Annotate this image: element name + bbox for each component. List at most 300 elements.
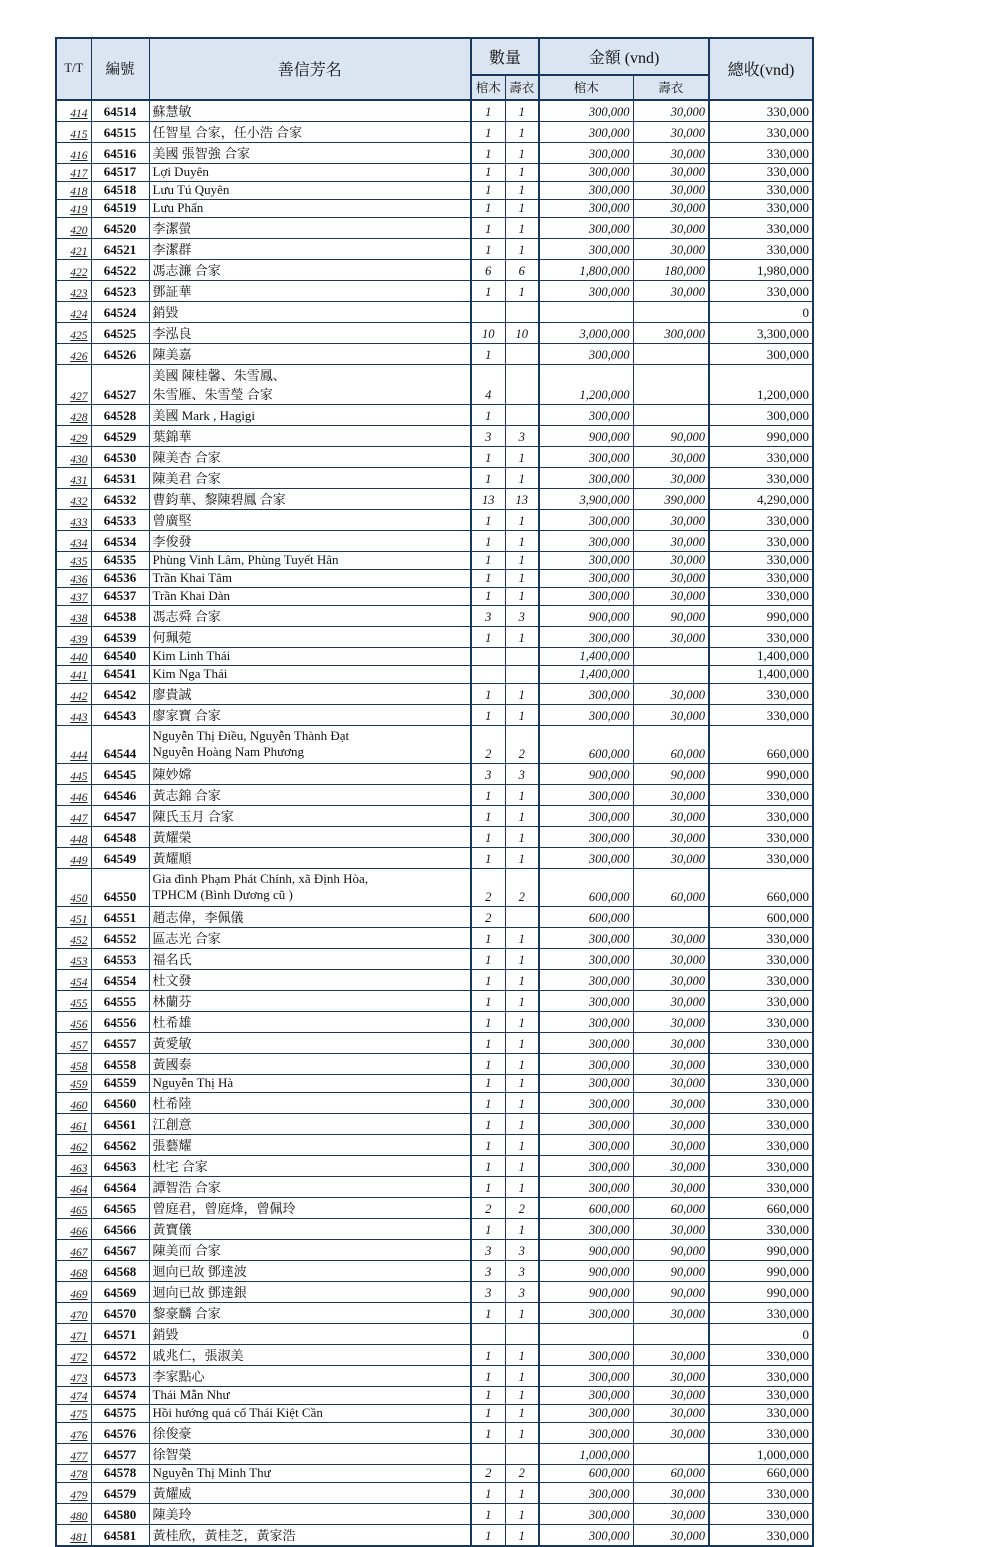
total-cell: 600,000 [709,907,813,928]
table-row [56,705,813,726]
shroud-qty-cell: 1 [505,1093,539,1114]
shroud-amount-cell: 30,000 [633,1387,709,1405]
donor-name-cell: 黃耀順 [149,848,471,869]
donor-name-cell: 葉錦華 [149,426,471,447]
donor-name-line1: Nguyễn Thị Điều, Nguyễn Thành Đạt [152,728,350,743]
table-row [56,1282,813,1303]
shroud-amount-cell: 30,000 [633,1504,709,1525]
donor-name-line1: 美國 陳桂馨、朱雪鳳、 [152,368,286,383]
donor-name-cell: 陳美玲 [149,1504,471,1525]
donor-name-cell: 黃耀榮 [149,827,471,848]
shroud-qty-cell: 1 [505,928,539,949]
entry-code-cell: 64552 [91,928,149,949]
entry-code-cell: 64577 [91,1444,149,1465]
total-cell: 330,000 [709,552,813,570]
shroud-amount-cell: 30,000 [633,827,709,848]
coffin-qty-cell: 1 [471,1135,505,1156]
total-cell: 330,000 [709,200,813,218]
donor-name-cell: 陳美而 合家 [149,1240,471,1261]
shroud-amount-cell: 30,000 [633,1345,709,1366]
shroud-qty-cell: 2 [505,1465,539,1483]
row-index-cell: 480 [56,1504,91,1525]
entry-code-cell: 64533 [91,510,149,531]
shroud-amount-cell: 30,000 [633,1054,709,1075]
shroud-qty-cell: 1 [505,552,539,570]
entry-code-cell: 64526 [91,344,149,365]
coffin-qty-cell: 1 [471,705,505,726]
coffin-amount-cell: 300,000 [539,200,633,218]
table-row [56,949,813,970]
table-row [56,1135,813,1156]
coffin-amount-cell: 300,000 [539,949,633,970]
total-cell: 0 [709,302,813,323]
coffin-qty-cell: 1 [471,182,505,200]
coffin-qty-cell: 1 [471,806,505,827]
donor-name-cell: 黎豪麟 合家 [149,1303,471,1324]
row-index-cell: 439 [56,627,91,648]
donor-name-cell: Thái Mẫn Như [149,1387,471,1405]
table-row [56,928,813,949]
shroud-qty-cell [505,1444,539,1465]
total-cell: 330,000 [709,122,813,143]
shroud-amount-cell: 30,000 [633,1219,709,1240]
row-index-cell: 419 [56,200,91,218]
table-row [56,1405,813,1423]
entry-code-cell: 64554 [91,970,149,991]
row-index-cell: 465 [56,1198,91,1219]
donor-name-cell: 馮志濂 合家 [149,260,471,281]
entry-code-cell: 64576 [91,1423,149,1444]
coffin-amount-cell: 300,000 [539,1345,633,1366]
coffin-qty-cell: 1 [471,164,505,182]
row-index-cell: 469 [56,1282,91,1303]
coffin-qty-cell: 1 [471,1345,505,1366]
coffin-amount-cell: 300,000 [539,1054,633,1075]
shroud-qty-cell: 2 [505,1198,539,1219]
total-cell: 1,200,000 [709,365,813,405]
entry-code-cell: 64518 [91,182,149,200]
coffin-amount-cell: 600,000 [539,1198,633,1219]
shroud-amount-cell: 30,000 [633,143,709,164]
coffin-amount-cell: 300,000 [539,143,633,164]
shroud-qty-cell: 3 [505,764,539,785]
row-index-cell: 468 [56,1261,91,1282]
row-index-cell: 417 [56,164,91,182]
coffin-amount-cell: 300,000 [539,827,633,848]
total-cell: 330,000 [709,588,813,606]
donor-name-cell: 美國 張智強 合家 [149,143,471,164]
donor-name-cell: 張藝耀 [149,1135,471,1156]
shroud-amount-cell [633,1324,709,1345]
coffin-qty-cell: 1 [471,949,505,970]
total-cell: 990,000 [709,1282,813,1303]
coffin-amount-cell: 300,000 [539,468,633,489]
donor-name-cell: 杜文發 [149,970,471,991]
donor-name-cell: Phùng Vinh Lâm, Phùng Tuyết Hân [149,552,471,570]
shroud-amount-cell: 30,000 [633,100,709,122]
shroud-amount-cell [633,1444,709,1465]
row-index-cell: 458 [56,1054,91,1075]
shroud-amount-cell: 30,000 [633,1303,709,1324]
row-index-cell: 477 [56,1444,91,1465]
entry-code-cell: 64571 [91,1324,149,1345]
entry-code-cell: 64529 [91,426,149,447]
table-row [56,182,813,200]
header-tt: T/T [56,38,91,100]
row-index-cell: 459 [56,1075,91,1093]
shroud-qty-cell: 1 [505,1114,539,1135]
shroud-amount-cell: 60,000 [633,1465,709,1483]
coffin-qty-cell: 1 [471,1504,505,1525]
entry-code-cell: 64581 [91,1525,149,1547]
header-quantity: 數量 [471,38,539,75]
shroud-qty-cell: 1 [505,848,539,869]
coffin-qty-cell: 1 [471,1405,505,1423]
donor-name-cell: 杜希陸 [149,1093,471,1114]
coffin-amount-cell: 300,000 [539,1366,633,1387]
entry-code-cell: 64579 [91,1483,149,1504]
table-row [56,1012,813,1033]
table-row [56,869,813,907]
shroud-amount-cell: 30,000 [633,1177,709,1198]
table-row [56,281,813,302]
donor-name-cell: Lưu Phấn [149,200,471,218]
shroud-amount-cell: 30,000 [633,705,709,726]
shroud-amount-cell: 30,000 [633,122,709,143]
shroud-qty-cell [505,648,539,666]
entry-code-cell: 64523 [91,281,149,302]
shroud-amount-cell: 90,000 [633,1282,709,1303]
header-coffin-qty: 棺木 [471,75,505,100]
shroud-qty-cell: 1 [505,1012,539,1033]
entry-code-cell: 64539 [91,627,149,648]
coffin-amount-cell: 300,000 [539,100,633,122]
table-row [56,552,813,570]
shroud-qty-cell [505,344,539,365]
table-row [56,907,813,928]
donor-name-cell: 李潔群 [149,239,471,260]
donor-name-cell: Nguyễn Thị Minh Thư [149,1465,471,1483]
table-row [56,200,813,218]
donor-name-cell: 廖家寶 合家 [149,705,471,726]
coffin-qty-cell [471,1324,505,1345]
coffin-amount-cell: 300,000 [539,122,633,143]
entry-code-cell: 64536 [91,570,149,588]
donor-name-cell: 徐智榮 [149,1444,471,1465]
shroud-amount-cell [633,648,709,666]
coffin-amount-cell: 300,000 [539,1177,633,1198]
shroud-qty-cell: 1 [505,447,539,468]
header-coffin-amount: 棺木 [539,75,633,100]
shroud-qty-cell: 1 [505,991,539,1012]
entry-code-cell: 64534 [91,531,149,552]
row-index-cell: 479 [56,1483,91,1504]
entry-code-cell: 64573 [91,1366,149,1387]
donor-name-cell: 銷毀 [149,302,471,323]
table-row [56,1483,813,1504]
table-row [56,447,813,468]
donor-name-cell: 何珮菀 [149,627,471,648]
row-index-cell: 461 [56,1114,91,1135]
shroud-qty-cell [505,302,539,323]
entry-code-cell: 64562 [91,1135,149,1156]
shroud-amount-cell [633,302,709,323]
donor-name-cell: 李泓良 [149,323,471,344]
shroud-qty-cell: 1 [505,143,539,164]
coffin-amount-cell: 300,000 [539,1423,633,1444]
shroud-amount-cell: 30,000 [633,1423,709,1444]
table-row [56,122,813,143]
table-row [56,1054,813,1075]
entry-code-cell: 64522 [91,260,149,281]
coffin-qty-cell: 3 [471,1282,505,1303]
total-cell: 330,000 [709,281,813,302]
row-index-cell: 455 [56,991,91,1012]
donor-name-cell: 杜希雄 [149,1012,471,1033]
donor-name-cell: 黃寶儀 [149,1219,471,1240]
total-cell: 330,000 [709,949,813,970]
total-cell: 330,000 [709,1012,813,1033]
donor-name-cell: 陳妙嫦 [149,764,471,785]
total-cell: 330,000 [709,100,813,122]
row-index-cell: 430 [56,447,91,468]
coffin-qty-cell: 1 [471,1303,505,1324]
row-index-cell: 478 [56,1465,91,1483]
coffin-qty-cell: 1 [471,1423,505,1444]
shroud-qty-cell: 1 [505,218,539,239]
total-cell: 330,000 [709,1177,813,1198]
coffin-amount-cell: 1,400,000 [539,666,633,684]
row-index-cell: 420 [56,218,91,239]
coffin-qty-cell: 4 [471,365,505,405]
entry-code-cell: 64553 [91,949,149,970]
donor-name-cell: 陳美嘉 [149,344,471,365]
shroud-qty-cell: 1 [505,164,539,182]
donor-name-cell: 黃愛敏 [149,1033,471,1054]
entry-code-cell: 64563 [91,1156,149,1177]
total-cell: 330,000 [709,1114,813,1135]
shroud-amount-cell: 30,000 [633,627,709,648]
shroud-amount-cell: 30,000 [633,970,709,991]
shroud-amount-cell: 30,000 [633,928,709,949]
shroud-qty-cell [505,666,539,684]
row-index-cell: 451 [56,907,91,928]
coffin-qty-cell: 3 [471,1261,505,1282]
entry-code-cell: 64531 [91,468,149,489]
donor-name-cell: 曹鈞華、黎陳碧鳳 合家 [149,489,471,510]
shroud-qty-cell: 1 [505,949,539,970]
donor-name-cell: 江創意 [149,1114,471,1135]
entry-code-cell: 64549 [91,848,149,869]
coffin-qty-cell [471,1444,505,1465]
coffin-qty-cell: 1 [471,510,505,531]
shroud-qty-cell: 6 [505,260,539,281]
entry-code-cell: 64521 [91,239,149,260]
table-row [56,260,813,281]
coffin-amount-cell: 300,000 [539,1219,633,1240]
entry-code-cell: 64514 [91,100,149,122]
table-row [56,1423,813,1444]
entry-code-cell: 64538 [91,606,149,627]
coffin-amount-cell: 600,000 [539,907,633,928]
shroud-qty-cell: 1 [505,785,539,806]
coffin-amount-cell: 300,000 [539,218,633,239]
table-row [56,785,813,806]
shroud-qty-cell: 13 [505,489,539,510]
coffin-amount-cell: 300,000 [539,1156,633,1177]
donor-name-cell: 任智星 合家，任小浩 合家 [149,122,471,143]
coffin-qty-cell: 6 [471,260,505,281]
shroud-amount-cell: 30,000 [633,1093,709,1114]
coffin-qty-cell: 2 [471,907,505,928]
donor-name-cell: 黃耀威 [149,1483,471,1504]
shroud-qty-cell: 1 [505,970,539,991]
coffin-qty-cell: 1 [471,1525,505,1547]
coffin-amount-cell: 300,000 [539,1012,633,1033]
coffin-amount-cell: 300,000 [539,405,633,426]
row-index-cell: 462 [56,1135,91,1156]
total-cell: 330,000 [709,1303,813,1324]
total-cell: 330,000 [709,1366,813,1387]
coffin-qty-cell: 1 [471,827,505,848]
entry-code-cell: 64566 [91,1219,149,1240]
row-index-cell: 457 [56,1033,91,1054]
table-row [56,764,813,785]
table-row [56,827,813,848]
row-index-cell: 445 [56,764,91,785]
shroud-qty-cell: 1 [505,1303,539,1324]
row-index-cell: 434 [56,531,91,552]
shroud-qty-cell: 1 [505,1387,539,1405]
donor-name-cell: 陳氏玉月 合家 [149,806,471,827]
table-row [56,648,813,666]
coffin-qty-cell: 3 [471,606,505,627]
row-index-cell: 471 [56,1324,91,1345]
total-cell: 330,000 [709,239,813,260]
shroud-qty-cell: 1 [505,588,539,606]
coffin-amount-cell: 300,000 [539,627,633,648]
coffin-qty-cell: 1 [471,1483,505,1504]
coffin-amount-cell [539,1324,633,1345]
shroud-amount-cell: 30,000 [633,468,709,489]
coffin-amount-cell: 3,900,000 [539,489,633,510]
table-row [56,1156,813,1177]
table-row [56,1240,813,1261]
donor-name-cell: Lợi Duyên [149,164,471,182]
donor-name-cell: Kim Linh Thái [149,648,471,666]
shroud-amount-cell: 30,000 [633,1135,709,1156]
donor-name-cell: 迴向已故 鄧達銀 [149,1282,471,1303]
entry-code-cell: 64572 [91,1345,149,1366]
donor-name-cell: 銷毀 [149,1324,471,1345]
shroud-qty-cell: 1 [505,1156,539,1177]
coffin-amount-cell: 300,000 [539,531,633,552]
shroud-amount-cell: 300,000 [633,323,709,344]
donor-name-cell: 曾庭君，曾庭烽，曾佩玲 [149,1198,471,1219]
entry-code-cell: 64530 [91,447,149,468]
row-index-cell: 416 [56,143,91,164]
coffin-qty-cell: 1 [471,991,505,1012]
coffin-qty-cell: 1 [471,1054,505,1075]
donor-name-cell: Hồi hướng quá cố Thái Kiệt Cần [149,1405,471,1423]
shroud-qty-cell: 1 [505,122,539,143]
coffin-amount-cell: 300,000 [539,705,633,726]
total-cell: 0 [709,1324,813,1345]
table-row [56,510,813,531]
header-shroud-amount: 壽衣 [633,75,709,100]
coffin-amount-cell: 1,400,000 [539,648,633,666]
row-index-cell: 464 [56,1177,91,1198]
total-cell: 330,000 [709,468,813,489]
shroud-amount-cell [633,365,709,405]
donor-name-cell: 徐俊豪 [149,1423,471,1444]
table-row [56,531,813,552]
coffin-qty-cell: 1 [471,970,505,991]
table-row [56,143,813,164]
total-cell: 330,000 [709,1156,813,1177]
coffin-amount-cell: 300,000 [539,281,633,302]
table-row [56,1093,813,1114]
shroud-amount-cell [633,405,709,426]
coffin-amount-cell: 300,000 [539,848,633,869]
row-index-cell: 441 [56,666,91,684]
row-index-cell: 470 [56,1303,91,1324]
total-cell: 330,000 [709,570,813,588]
header-shroud-qty: 壽衣 [505,75,539,100]
row-index-cell: 433 [56,510,91,531]
coffin-amount-cell: 900,000 [539,764,633,785]
entry-code-cell: 64570 [91,1303,149,1324]
entry-code-cell: 64555 [91,991,149,1012]
coffin-qty-cell: 1 [471,447,505,468]
row-index-cell: 475 [56,1405,91,1423]
shroud-amount-cell: 30,000 [633,552,709,570]
table-row [56,218,813,239]
donor-name-cell: Trần Khai Tâm [149,570,471,588]
shroud-qty-cell: 3 [505,1240,539,1261]
entry-code-cell: 64547 [91,806,149,827]
row-index-cell: 422 [56,260,91,281]
shroud-qty-cell: 1 [505,806,539,827]
entry-code-cell: 64537 [91,588,149,606]
entry-code-cell: 64559 [91,1075,149,1093]
coffin-qty-cell: 1 [471,1114,505,1135]
row-index-cell: 423 [56,281,91,302]
total-cell: 990,000 [709,426,813,447]
row-index-cell: 466 [56,1219,91,1240]
row-index-cell: 460 [56,1093,91,1114]
shroud-qty-cell: 1 [505,1366,539,1387]
total-cell: 660,000 [709,1465,813,1483]
entry-code-cell: 64575 [91,1405,149,1423]
row-index-cell: 428 [56,405,91,426]
entry-code-cell: 64556 [91,1012,149,1033]
donor-name-cell: 廖貴誠 [149,684,471,705]
donor-name-cell [149,365,471,405]
donor-name-cell: 陳美杏 合家 [149,447,471,468]
shroud-qty-cell [505,365,539,405]
donor-name-cell: 陳美君 合家 [149,468,471,489]
donor-name-cell: 戚兆仁，張淑美 [149,1345,471,1366]
total-cell: 330,000 [709,684,813,705]
entry-code-cell: 64564 [91,1177,149,1198]
table-row [56,164,813,182]
coffin-amount-cell: 300,000 [539,1114,633,1135]
donor-name-line1: Gia đình Phạm Phát Chính, xã Định Hòa, [152,871,369,886]
coffin-amount-cell: 900,000 [539,1282,633,1303]
table-row [56,344,813,365]
shroud-amount-cell: 90,000 [633,426,709,447]
